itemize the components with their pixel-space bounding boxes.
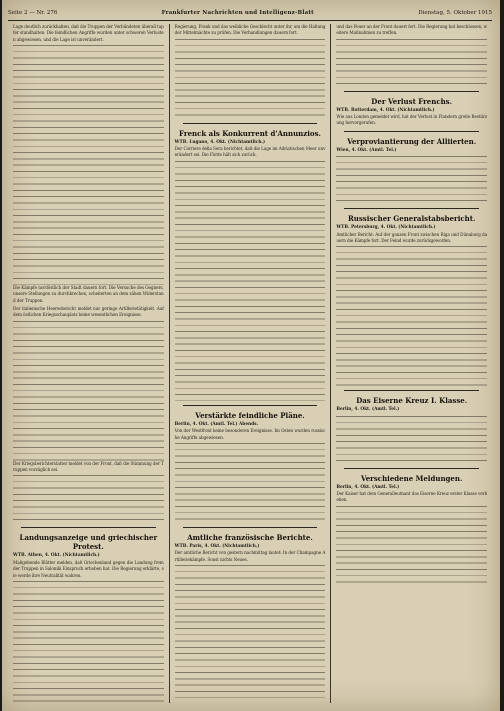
article-heading: Amtliche französische Berichte.: [187, 532, 313, 542]
column-3: [331, 24, 492, 703]
text-block: [13, 581, 164, 703]
text-block: [13, 321, 164, 461]
dateline: Berlin, 4. Okt. (Amtl. Tel.) Abends.: [174, 421, 259, 427]
article-text: Der Corriere della Sera berichtet, daß die Lage im Adriatischen Meer unverändert sei. Die Flotte hält sich zurück.: [174, 146, 326, 158]
text-block: [175, 443, 326, 523]
dateline: WTB. Rotterdam, 4. Okt. (Nichtamtlich.): [336, 107, 435, 113]
dateline: WTB. Lugano, 4. Okt. (Nichtamtlich.): [174, 139, 266, 145]
page-header: [8, 6, 492, 21]
article-text: Die Kämpfe nordöstlich der Stadt dauern fort. Die Versuche des Gegners, unsere Stellungen zu durchbrechen, scheiterten an dem zähen Widerstand der Truppen.: [13, 285, 164, 303]
text-block: [336, 246, 487, 386]
dateline: WTB. Paris, 4. Okt. (Nichtamtlich.): [174, 543, 260, 549]
header-page-number: Seite 2 — Nr. 276: [8, 10, 58, 16]
article-text: Amtlicher Bericht: Auf der ganzen Front zwischen Riga und Dünaburg dauern die Kämpfe fort. Der Feind wurde zurückgeworfen.: [336, 231, 488, 243]
newspaper-page: [2, 0, 500, 711]
header-date: Dienstag, 5. Oktober 1915: [418, 10, 492, 16]
text-block: [336, 39, 487, 87]
column-2: [170, 24, 332, 703]
column-1: [8, 24, 170, 703]
article-heading: Russischer Generalstabsbericht.: [347, 214, 476, 224]
text-block: [175, 161, 326, 401]
article-text: Der Kriegsberichterstatter meldet von der Front, daß die Stimmung der Truppen vorzüglich sei.: [13, 460, 164, 473]
text-block: [175, 565, 326, 703]
text-block: [336, 506, 487, 586]
article-text: Der Kaiser hat dem Generalleutnant das Eiserne Kreuz erster Klasse verliehen.: [336, 491, 488, 503]
divider: [21, 527, 156, 528]
text-block: [336, 156, 487, 204]
divider: [183, 405, 318, 406]
header-masthead: Frankfurter Nachrichten und Intelligenz-Blatt: [161, 10, 314, 16]
article-heading: Frenck als Konkurrent d'Annunzios.: [179, 128, 321, 138]
text-block: [336, 416, 487, 464]
article-text: Der amtliche Bericht von gestern nachmittag lautet: In der Champagne Artilleriekämpfe. Sonst nichts Neues.: [174, 550, 326, 562]
article-text: Wie aus London gemeldet wird, hat der Verlust in Flandern große Bestürzung hervorgerufen.: [336, 114, 488, 126]
divider: [344, 390, 479, 391]
article-heading: Der Verlust Frenchs.: [371, 96, 453, 106]
dateline: Berlin, 4. Okt. (Amtl. Tel.): [336, 407, 400, 413]
column-container: [8, 24, 492, 703]
dateline: WTB. Petersburg, 4. Okt. (Nichtamtlich.): [336, 225, 436, 231]
article-text: Der italienische Heeresbericht meldet nur geringe Artillerietätigkeit. Auf dem östlichen Kriegsschauplatz keine wesentlichen Ereignisse.: [13, 306, 164, 318]
divider: [344, 131, 479, 132]
article-heading: Verschiedene Meldungen.: [360, 473, 463, 483]
article-text: Lage deutlich zurückhalten, daß die Truppen der Verbündeten überall tapfer standhalten. Die feindlichen Angriffe wurden unter schweren Verlusten abgewiesen, und die Lage ist unverändert.: [13, 24, 164, 42]
article-heading: Verstärkte feindliche Pläne.: [195, 410, 305, 420]
text-block: [13, 475, 164, 523]
article-text: Regierung, Frank und das weibliche Geschlecht unter ihr, um die Haltung der Mittelmächte zu prüfen. Die Verhandlungen dauern fort.: [174, 24, 326, 36]
dateline: WTB. Athen, 4. Okt. (Nichtamtlich.): [13, 553, 100, 559]
dateline: Berlin, 4. Okt. (Amtl. Tel.): [336, 484, 400, 490]
text-block: [175, 39, 326, 119]
divider: [183, 123, 318, 124]
article-heading: Landungsanzeige und griechischer Protest.: [19, 533, 158, 552]
divider: [344, 208, 479, 209]
article-text: und das Feuer an der Front dauert fort. Die Regierung hat beschlossen, weitere Maßnahmen zu treffen.: [336, 24, 488, 36]
dateline: Wien, 4. Okt. (Amtl. Tel.): [336, 147, 397, 153]
article-heading: Verproviantierung der Alliierten.: [347, 136, 477, 146]
divider: [344, 91, 479, 92]
article-heading: Das Eiserne Kreuz I. Klasse.: [356, 396, 468, 406]
divider: [344, 468, 479, 469]
article-text: Maßgebende Blätter melden, daß Griechenland gegen die Landung fremder Truppen in Saloniki Einspruch erhoben hat. Die Regierung erklärte, sie werde ihre Neutralität wahren.: [13, 559, 164, 578]
text-block: [13, 45, 164, 285]
divider: [183, 527, 318, 528]
article-text: Von der Westfront keine besonderen Ereignisse. Im Osten wurden russische Angriffe abgewiesen.: [174, 428, 326, 440]
